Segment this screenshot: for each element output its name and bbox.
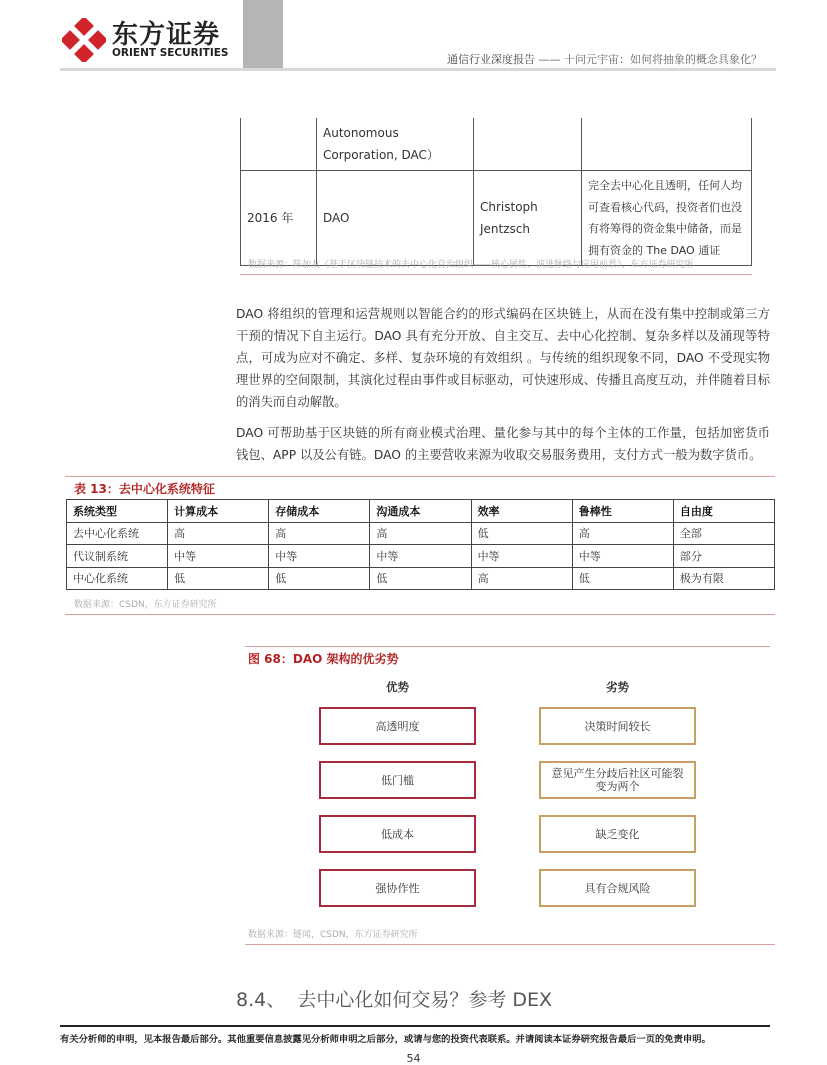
column-header: 自由度 xyxy=(673,500,774,523)
table-cell: 中等 xyxy=(471,545,572,568)
disadvantage-box: 缺乏变化 xyxy=(539,815,696,853)
logo-english-name: ORIENT SECURITIES xyxy=(112,47,229,59)
table-cell: 中等 xyxy=(572,545,673,568)
table-cell: 低 xyxy=(168,567,269,590)
advantage-box: 强协作性 xyxy=(319,869,476,907)
table-cell: 中等 xyxy=(370,545,471,568)
table-cell: 低 xyxy=(471,522,572,545)
table-cell: 极为有限 xyxy=(673,567,774,590)
table-cell: 高 xyxy=(370,522,471,545)
table-cell: 代议制系统 xyxy=(67,545,168,568)
table-cell: 低 xyxy=(572,567,673,590)
disadvantage-box: 意见产生分歧后社区可能裂变为两个 xyxy=(539,761,696,799)
disadvantages-heading: 劣势 xyxy=(606,680,629,694)
section-number: 8.4、 xyxy=(236,989,286,1011)
table-row xyxy=(67,567,775,590)
table-cell: 高 xyxy=(572,522,673,545)
section-heading xyxy=(236,985,552,1012)
table-cell xyxy=(582,118,752,171)
table-row xyxy=(67,522,775,545)
figure-source: 数据来源：链闻，CSDN，东方证券研究所 xyxy=(248,930,418,940)
header-divider xyxy=(60,68,776,71)
table-cell: Autonomous Corporation, DAC） xyxy=(317,118,474,171)
table-cell xyxy=(241,118,317,171)
section-title: 去中心化如何交易？参考 DEX xyxy=(297,989,553,1011)
header-gray-bar xyxy=(243,0,283,68)
divider xyxy=(245,944,775,945)
table-cell: 完全去中心化且透明，任何人均可查看核心代码，投资者们也没有将筹得的资金集中储备，而是拥有资金的 The DAO 通证 xyxy=(582,171,752,266)
table-source: 数据来源：陈加友《基于区块链技术的去中心化自治组织——核心属性、演进脉络与应用前景》，东方证券研究所 xyxy=(248,260,694,270)
table-row xyxy=(241,118,752,171)
table-cell: 高 xyxy=(168,522,269,545)
divider xyxy=(240,274,752,275)
table-cell: 高 xyxy=(269,522,370,545)
decentralized-system-features-table xyxy=(66,499,775,590)
table-header-row xyxy=(67,500,775,523)
paragraph: DAO 可帮助基于区块链的所有商业模式治理、量化参与其中的每个主体的工作量，包括加密货币钱包、APP 以及公有链。DAO 的主要营收来源为收取交易服务费用，支付方式一般为数字货币。 xyxy=(236,426,770,462)
table-cell: 全部 xyxy=(673,522,774,545)
table-cell: 中心化系统 xyxy=(67,567,168,590)
table-cell: 高 xyxy=(471,567,572,590)
table-row xyxy=(241,171,752,266)
report-title: 十问元宇宙：如何将抽象的概念具象化？ xyxy=(564,53,762,66)
table-cell: 2016 年 xyxy=(241,171,317,266)
table-cell: 中等 xyxy=(269,545,370,568)
table-cell: 低 xyxy=(269,567,370,590)
advantage-box: 高透明度 xyxy=(319,707,476,745)
table-source: 数据来源：CSDN，东方证券研究所 xyxy=(74,600,217,610)
table-cell: 中等 xyxy=(168,545,269,568)
table-row xyxy=(67,545,775,568)
running-header xyxy=(447,51,762,67)
table-caption: 表 13：去中心化系统特征 xyxy=(74,482,215,496)
divider xyxy=(65,476,775,477)
table-cell: 低 xyxy=(370,567,471,590)
orient-securities-logo-icon xyxy=(62,18,106,62)
advantage-box: 低成本 xyxy=(319,815,476,853)
figure-caption: 图 68：DAO 架构的优劣势 xyxy=(248,652,399,666)
column-header: 存储成本 xyxy=(269,500,370,523)
table-cell: Christoph Jentzsch xyxy=(474,171,582,266)
table-cell xyxy=(474,118,582,171)
table-cell: 去中心化系统 xyxy=(67,522,168,545)
table-cell: 部分 xyxy=(673,545,774,568)
column-header: 效率 xyxy=(471,500,572,523)
report-type: 通信行业深度报告 xyxy=(447,53,535,66)
column-header: 鲁棒性 xyxy=(572,500,673,523)
advantages-heading: 优势 xyxy=(386,680,409,694)
divider xyxy=(65,614,775,615)
logo-chinese-name: 东方证券 xyxy=(112,20,221,50)
page-number: 54 xyxy=(406,1052,421,1065)
column-header: 沟通成本 xyxy=(370,500,471,523)
table-cell: DAO xyxy=(317,171,474,266)
disadvantage-box: 决策时间较长 xyxy=(539,707,696,745)
advantage-box: 低门槛 xyxy=(319,761,476,799)
header-separator: —— xyxy=(538,53,561,66)
column-header: 系统类型 xyxy=(67,500,168,523)
paragraph: DAO 将组织的管理和运营规则以智能合约的形式编码在区块链上，从而在没有集中控制或第三方干预的情况下自主运行。DAO 具有充分开放、自主交互、去中心化控制、复杂多样以及涌现等特点，可成为应对不确定、多样、复杂环境的有效组织 。与传统的组织现象不同，DAO 不受现实物理世界的空间限制，其演化过程由事件或目标驱动，可快速形成、传播且高度互动，并伴随着目标的消失而自动解散。 xyxy=(236,307,770,409)
divider xyxy=(245,646,770,647)
footer-divider xyxy=(60,1025,770,1027)
disadvantage-box: 具有合规风险 xyxy=(539,869,696,907)
dao-history-table-continued xyxy=(240,118,752,266)
column-header: 计算成本 xyxy=(168,500,269,523)
footer-disclaimer: 有关分析师的申明，见本报告最后部分。其他重要信息披露见分析师申明之后部分，或请与您的投资代表联系。并请阅读本证券研究报告最后一页的免责申明。 xyxy=(60,1034,711,1045)
